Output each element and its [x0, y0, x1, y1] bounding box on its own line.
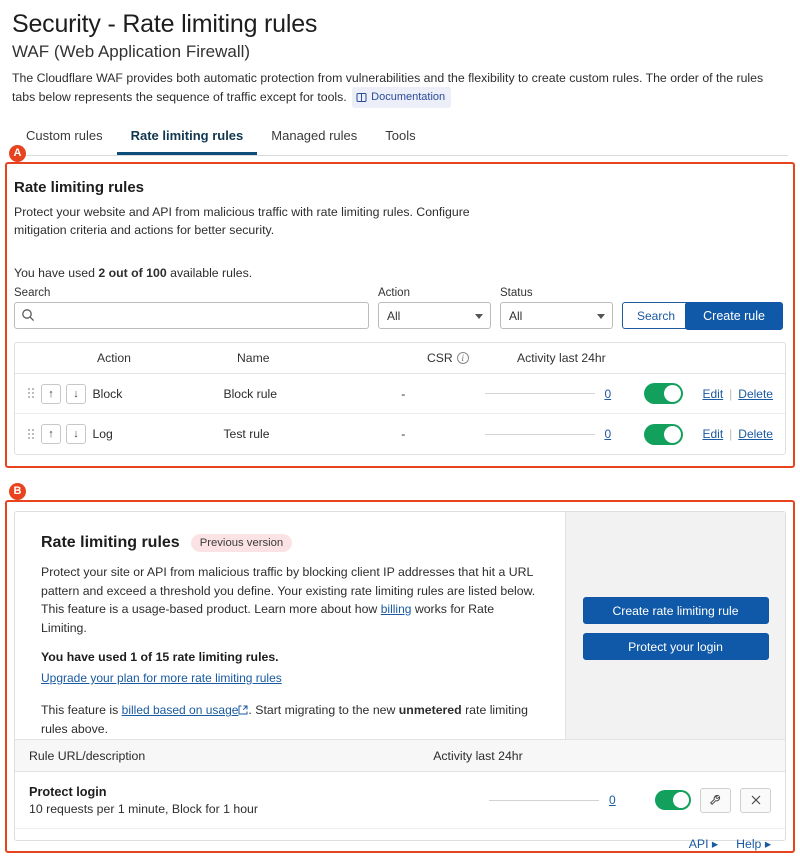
legacy-card — [14, 511, 786, 851]
protect-your-login-button[interactable]: Protect your login — [583, 633, 769, 660]
col-action: Action — [97, 351, 131, 365]
create-rate-limiting-rule-button[interactable]: Create rate limiting rule — [583, 597, 769, 624]
search-label: Search — [14, 287, 51, 299]
migration-part1: This feature is — [41, 703, 122, 717]
activity-sparkline — [489, 800, 599, 801]
col-name: Name — [237, 351, 270, 365]
row-activity — [485, 427, 644, 441]
legacy-card-top — [15, 512, 785, 739]
row-handle-cell — [15, 384, 92, 404]
documentation-chip[interactable] — [352, 87, 451, 108]
activity-count[interactable]: 0 — [604, 386, 612, 401]
legacy-card-footer — [15, 829, 785, 859]
panel-a-heading: Rate limiting rules — [14, 179, 145, 196]
quota-suffix: available rules. — [166, 266, 253, 280]
previous-version-badge: Previous version — [191, 534, 293, 552]
search-field — [14, 287, 369, 329]
page-intro-text: The Cloudflare WAF provides both automatic protection from vulnerabilities and the flexibility to create custom rules. The order of the rules tabs below represents the sequence of traffic except for tools. — [12, 71, 764, 104]
enable-toggle[interactable] — [644, 424, 683, 445]
col-rule-url-description: Rule URL/description — [29, 748, 146, 763]
api-link[interactable]: API ▸ — [688, 837, 719, 851]
delete-link[interactable]: Delete — [738, 427, 773, 441]
table-row — [15, 374, 785, 414]
action-select-value: All — [387, 308, 401, 323]
legacy-rule-name: Protect login — [29, 784, 107, 799]
page-intro — [12, 70, 788, 108]
settings-wrench-icon[interactable] — [700, 788, 731, 813]
migration-part3: rate limiting rules above. — [41, 703, 528, 736]
col-activity-last-24hr: Activity last 24hr — [433, 748, 523, 763]
search-wrapper — [14, 302, 369, 329]
move-down-button[interactable]: ↓ — [66, 384, 86, 404]
row-enable-toggle-cell — [644, 383, 702, 404]
status-label: Status — [500, 287, 533, 299]
activity-sparkline — [485, 434, 595, 435]
close-icon — [750, 794, 762, 806]
quota-count: 2 out of 100 — [98, 266, 167, 280]
tab-rate-limiting-rules[interactable]: Rate limiting rules — [117, 120, 258, 155]
wrench-icon — [709, 794, 722, 807]
table-row — [15, 414, 785, 454]
legacy-rate-limiting-panel — [5, 500, 795, 853]
row-csr: - — [401, 427, 406, 441]
rules-quota — [14, 266, 795, 280]
chevron-down-icon — [597, 314, 605, 319]
rate-limiting-rules-panel — [5, 162, 795, 468]
legacy-table-header — [15, 739, 785, 772]
row-activity — [485, 387, 644, 401]
move-down-button[interactable]: ↓ — [66, 424, 86, 444]
waf-tabs — [12, 120, 788, 156]
info-icon[interactable]: i — [457, 352, 469, 364]
status-select-value: All — [509, 308, 523, 323]
move-up-button[interactable]: ↑ — [41, 384, 61, 404]
tab-tools[interactable]: Tools — [385, 128, 416, 143]
drag-handle-icon[interactable] — [27, 428, 36, 441]
activity-sparkline — [485, 393, 595, 394]
legacy-rule-controls — [655, 788, 771, 813]
divider: | — [729, 427, 733, 441]
row-enable-toggle-cell — [644, 424, 702, 445]
row-handle-cell — [15, 424, 92, 444]
annotation-marker-a: A — [9, 145, 26, 162]
legacy-rule-row — [15, 772, 785, 829]
api-link-label: API — [688, 837, 709, 851]
legacy-description-part2: works for Rate Limiting. — [41, 602, 495, 635]
divider: | — [729, 386, 733, 401]
page-subtitle: WAF (Web Application Firewall) — [12, 42, 251, 61]
legacy-rule-description: 10 requests per 1 minute, Block for 1 hour — [29, 801, 258, 816]
help-link-label: Help — [736, 837, 762, 851]
delete-button[interactable] — [740, 788, 771, 813]
quota-prefix: You have used — [14, 266, 99, 280]
col-activity: Activity last 24hr — [517, 351, 606, 365]
enable-toggle[interactable] — [655, 790, 691, 810]
page-header — [0, 0, 800, 108]
legacy-description-part1: Protect your site or API from malicious traffic by blocking client IP addresses that hit a URL pattern and exceed a threshold you define. Your existing rate limiting rules are listed below. This feature is a usage-based product. Learn more about how — [41, 565, 536, 616]
legacy-description — [41, 563, 541, 637]
search-button[interactable]: Search — [622, 302, 690, 329]
chevron-down-icon — [475, 314, 483, 319]
page-title: Security - Rate limiting rules — [12, 10, 318, 38]
legacy-usage: You have used 1 of 15 rate limiting rules. — [41, 650, 279, 664]
legacy-card-actions — [566, 512, 785, 739]
activity-count[interactable]: 0 — [604, 427, 612, 441]
panel-a-description: Protect your website and API from malicious traffic with rate limiting rules. Configure mitigation criteria and actions for better security. — [14, 205, 470, 237]
upgrade-plan-link[interactable]: Upgrade your plan for more rate limiting rules — [41, 671, 282, 685]
col-csr — [427, 351, 517, 365]
book-icon — [356, 92, 367, 103]
row-action: Log — [92, 427, 113, 441]
col-csr-label: CSR — [427, 351, 453, 365]
row-csr: - — [401, 386, 406, 401]
row-actions — [702, 427, 785, 441]
delete-link[interactable]: Delete — [738, 386, 773, 401]
row-name: Block rule — [223, 386, 277, 401]
tab-managed-rules[interactable]: Managed rules — [271, 128, 358, 143]
documentation-chip-label: Documentation — [371, 91, 446, 103]
move-up-button[interactable]: ↑ — [41, 424, 61, 444]
action-filter-field — [378, 287, 491, 329]
external-link-icon — [238, 705, 248, 715]
filters-row — [14, 287, 795, 329]
drag-handle-icon[interactable] — [27, 387, 36, 400]
tab-custom-rules[interactable]: Custom rules — [26, 128, 103, 143]
status-select[interactable] — [500, 302, 613, 329]
enable-toggle[interactable] — [644, 383, 683, 404]
legacy-rule-info — [29, 785, 489, 816]
row-name: Test rule — [223, 427, 270, 441]
edit-link[interactable]: Edit — [702, 386, 724, 401]
search-input[interactable] — [14, 302, 369, 329]
billing-link[interactable]: billing — [380, 602, 412, 616]
legacy-heading: Rate limiting rules — [41, 534, 180, 551]
legacy-card-body — [15, 512, 566, 739]
legacy-title-row — [41, 534, 541, 552]
rules-table-header — [15, 343, 785, 374]
legacy-migration-note — [41, 701, 541, 738]
billed-usage-link[interactable]: billed based on usage — [121, 703, 239, 717]
create-rule-button[interactable]: Create rule — [685, 302, 783, 330]
rules-table — [14, 342, 786, 455]
status-filter-field — [500, 287, 613, 329]
activity-count[interactable]: 0 — [609, 793, 616, 807]
edit-link[interactable]: Edit — [702, 427, 724, 441]
legacy-rule-activity — [489, 793, 655, 807]
migration-part2: . Start migrating to the new — [248, 703, 399, 717]
row-action: Block — [92, 386, 123, 401]
action-label: Action — [378, 287, 410, 299]
migration-bold: unmetered — [398, 703, 462, 717]
row-actions — [702, 387, 785, 401]
annotation-marker-b: B — [9, 483, 26, 500]
help-link[interactable]: Help ▸ — [736, 837, 771, 851]
action-select[interactable] — [378, 302, 491, 329]
